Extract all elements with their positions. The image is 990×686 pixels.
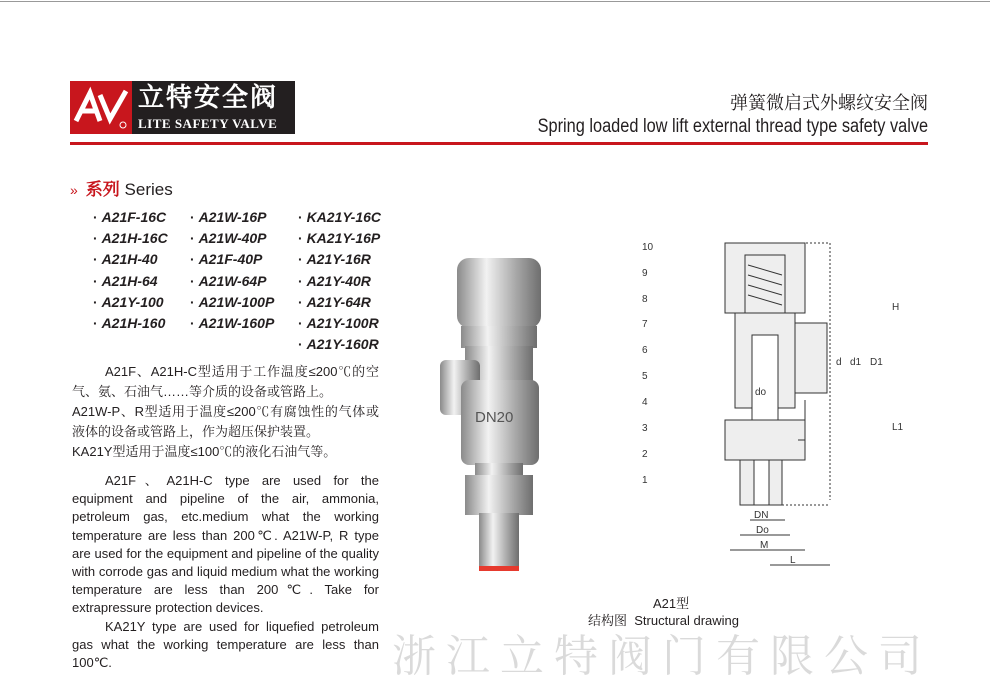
dim-label: H: [892, 302, 900, 313]
dim-label: d1: [850, 357, 862, 368]
model-item: · A21H-160: [93, 313, 168, 334]
model-item: · A21Y-100R: [298, 313, 381, 334]
model-item: · A21H-64: [93, 271, 168, 292]
desc-cn-1: A21F、A21H-C型适用于工作温度≤200℃的空气、氨、石油气……等介质的设备或管路上。: [72, 364, 379, 399]
watermark: 浙江立特阀门有限公司: [392, 632, 932, 681]
model-item: · A21F-40P: [190, 249, 274, 270]
series-column-1: [93, 207, 168, 334]
series-cn: 系列: [85, 180, 120, 199]
logo-cn: 立特安全阀: [138, 82, 279, 112]
dim-label: L1: [892, 422, 904, 433]
caption-cn: 结构图: [588, 613, 628, 628]
part-label: 2: [642, 449, 648, 460]
part-label: 8: [642, 294, 648, 305]
chevron-icon: »: [70, 182, 78, 198]
series-column-2: [190, 207, 274, 334]
logo: [70, 81, 295, 134]
photo-marking: DN20: [475, 409, 514, 426]
valve-photo: [435, 250, 570, 585]
description: [72, 362, 379, 672]
title-en: Spring loaded low lift external thread type safety valve: [537, 116, 928, 137]
drawing-model: A21型: [653, 596, 690, 611]
model-item: · A21W-160P: [190, 313, 274, 334]
model-item: · A21F-16C: [93, 207, 168, 228]
part-label: 7: [642, 319, 648, 330]
part-label: 5: [642, 371, 648, 382]
model-item: · KA21Y-16C: [298, 207, 381, 228]
desc-en-2: KA21Y type are used for liquefied petroleum gas what the working temperature are less than 100℃.: [72, 618, 379, 671]
desc-cn-3: KA21Y型适用于温度≤100℃的液化石油气等。: [72, 444, 337, 459]
dim-label: do: [755, 387, 767, 398]
model-item: · A21Y-64R: [298, 292, 381, 313]
model-item: · A21H-40: [93, 249, 168, 270]
dim-label: DN: [754, 510, 769, 521]
model-item: · A21H-16C: [93, 228, 168, 249]
drawing-caption: [588, 613, 739, 628]
top-divider: [0, 1, 990, 2]
dim-label: Do: [756, 525, 769, 536]
dim-label: L: [790, 555, 796, 566]
part-label: 4: [642, 397, 648, 408]
series-column-3: [298, 207, 381, 355]
description-cn: [72, 362, 379, 462]
model-item: · A21Y-40R: [298, 271, 381, 292]
model-item: · A21W-16P: [190, 207, 274, 228]
logo-mark-icon: [70, 81, 132, 134]
model-item: · A21Y-16R: [298, 249, 381, 270]
part-label: 1: [642, 475, 648, 486]
model-item: · A21Y-100: [93, 292, 168, 313]
part-label: 10: [642, 242, 654, 253]
structural-drawing: [630, 235, 920, 590]
series-en: Series: [124, 180, 173, 199]
model-item: · A21W-100P: [190, 292, 274, 313]
part-label: 3: [642, 423, 648, 434]
model-item: · A21W-64P: [190, 271, 274, 292]
desc-en-1: A21F、A21H-C type are used for the equipment and pipeline of the air, ammonia, petroleum gas, etc.medium what the working temperature are less than 200℃. A21W-P, R type are used for the equipment and pipeline of the quality with corrode gas and liquid medium what the working temperature are less than 200℃. Take for extrapressure protection devices.: [72, 473, 379, 616]
caption-en: Structural drawing: [634, 613, 740, 628]
header-rule: [70, 142, 928, 145]
logo-en: LITE SAFETY VALVE: [138, 116, 278, 131]
description-en: [72, 472, 379, 672]
part-label: 9: [642, 268, 648, 279]
model-item: · A21W-40P: [190, 228, 274, 249]
part-label: 6: [642, 345, 648, 356]
dim-label: D1: [870, 357, 883, 368]
desc-cn-2: A21W-P、R型适用于温度≤200℃有腐蚀性的气体或液体的设备或管路上，作为超压保护装置。: [72, 404, 379, 439]
model-item: · A21Y-160R: [298, 334, 381, 355]
model-item: · KA21Y-16P: [298, 228, 381, 249]
dim-label: d: [836, 357, 842, 368]
dim-label: M: [760, 540, 769, 551]
series-heading: [70, 179, 173, 201]
title-cn: 弹簧微启式外螺纹安全阀: [730, 93, 928, 113]
